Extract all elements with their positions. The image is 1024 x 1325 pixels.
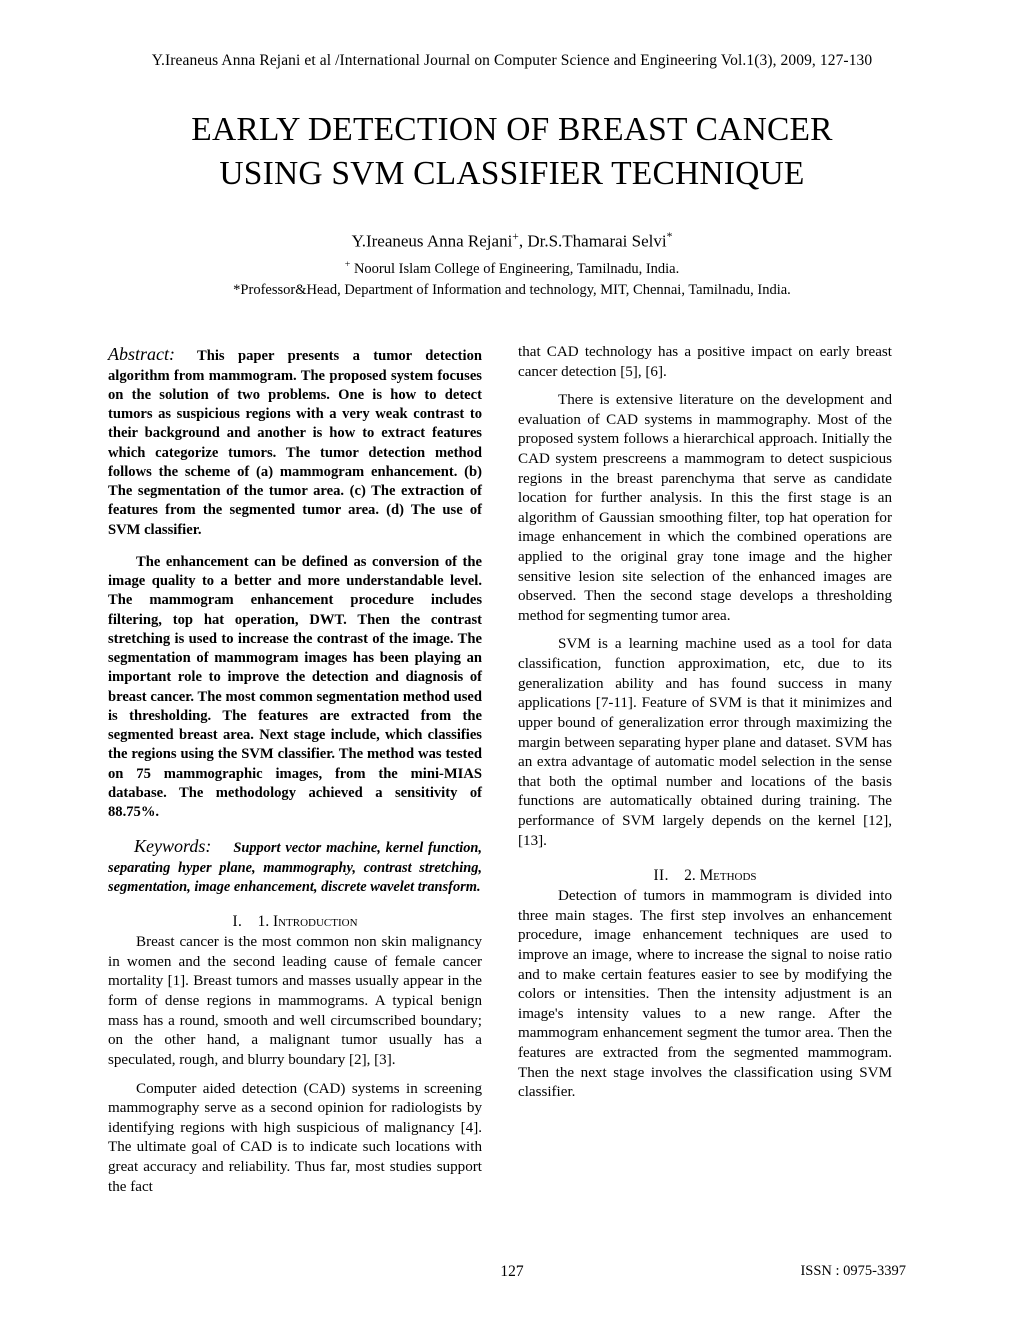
author-2-mark: * xyxy=(666,230,673,244)
section-number-introduction: 1. xyxy=(257,913,270,931)
section-numeral-introduction: I. xyxy=(232,913,243,931)
section-heading-methods xyxy=(518,867,892,885)
affiliation-line-1 xyxy=(108,258,916,280)
keywords-paragraph xyxy=(108,835,482,897)
right-paragraph-2: There is extensive literature on the development and evaluation of CAD systems in mammography. Most of the proposed system follows a hierarchical approach. Initially the CAD system prescreens a mammogram to detect suspicious regions in the breast parenchyma that serve as candidate location for further analysis. In this the first stage is an algorithm of Gaussian smoothing filter, top hat operation for image enhancement in which the combined operations are applied to the original gray tone image and the higher sensitive lesion site selection of the enhanced images are observed. Then the second stage develops a thresholding method for segmenting tumor area. xyxy=(518,392,892,624)
abstract-label: Abstract: xyxy=(108,343,175,364)
keywords-text: Support vector machine, kernel function, separating hyper plane, mammography, contrast stretching, segmentation, image enhancement, discrete wavelet transform. xyxy=(108,840,482,896)
methods-paragraph-1: Detection of tumors in mammogram is divided into three main stages. The first step involves an enhancement procedure, image enhancement techniques are used to improve an image, where to increase the signal to noise ratio and to make certain features easier to see by modifying the colors or intensities. Then the intensity adjustment is an image's intensity values to a new range. After the mammogram enhancement segment the tumor area. Then the features are extracted from the segmented mammogram. Then the next stage involves the classification using SVM classifier. xyxy=(518,888,892,1101)
abstract-paragraph-2 xyxy=(108,553,482,823)
page-number: 127 xyxy=(500,1263,524,1280)
abstract-text-2: The enhancement can be defined as conversion of the image quality to a better and more understandable level. The mammogram enhancement procedure includes filtering, top hat operation, DWT. Then the contrast stretching is used to increase the contrast of the image. The segmentation of mammogram images has been playing an important role to improve the detection and diagnosis of breast cancer. The most common segmentation method used is thresholding. The features are extracted from the segmented breast area. Next stage include, which classifies the regions using the SVM classifier. The method was tested on 75 mammographic images, from the mini-MIAS database. The methodology achieved a sensitivity of 88.75%. xyxy=(108,553,482,821)
author-1-mark: + xyxy=(512,230,519,244)
intro-paragraph-1: Breast cancer is the most common non skin malignancy in women and the second leading cause of female cancer mortality [1]. Breast tumors and masses usually appear in the form of dense regions in mammograms. A typical benign mass has a round, smooth and well circumscribed boundary; on the other hand, a malignant tumor usually has a speculated, rough, and blurry boundary [2], [3]. xyxy=(108,934,482,1068)
affiliation-line-2: *Professor&Head, Department of Information and technology, MIT, Chennai, Tamilnadu, India. xyxy=(233,281,791,298)
author-separator: , xyxy=(518,232,528,252)
abstract-paragraph-1 xyxy=(108,343,482,540)
page-footer xyxy=(108,1263,916,1283)
author-1-name: Y.Ireaneus Anna Rejani xyxy=(351,232,513,252)
keywords-label: Keywords: xyxy=(134,836,212,857)
right-column xyxy=(518,343,892,1197)
body-columns xyxy=(108,343,916,1197)
right-paragraph-1: that CAD technology has a positive impact on early breast cancer detection [5], [6]. xyxy=(518,343,892,380)
page-title xyxy=(148,108,876,196)
affiliation-1-mark: + xyxy=(344,259,351,271)
intro-paragraph-2: Computer aided detection (CAD) systems in screening mammography serve as a second opinion for radiologists by identifying regions with high suspicious of malignancy [4]. The ultimate goal of CAD is to indicate such locations with great accuracy and reliability. Thus far, most studies support the fact xyxy=(108,1080,482,1195)
author-2-name: Dr.S.Thamarai Selvi xyxy=(527,232,667,252)
running-head: Y.Ireaneus Anna Rejani et al /International Journal on Computer Science and Engineering Vol.1(3), 2009, 127-130 xyxy=(151,52,873,69)
section-title-introduction: Introduction xyxy=(272,913,358,931)
affiliation-1-text: Noorul Islam College of Engineering, Tamilnadu, India. xyxy=(350,260,680,277)
section-heading-introduction xyxy=(108,913,482,931)
section-number-methods: 2. xyxy=(684,867,696,885)
author-list xyxy=(108,230,916,252)
title-line-2: USING SVM CLASSIFIER TECHNIQUE xyxy=(219,155,805,193)
left-column xyxy=(108,343,482,1197)
title-line-1: EARLY DETECTION OF BREAST CANCER xyxy=(191,111,833,148)
affiliations xyxy=(108,258,916,301)
section-numeral-methods: II. xyxy=(653,867,669,885)
right-paragraph-3: SVM is a learning machine used as a tool for data classification, function approximation, etc, due to its generalization ability and has found success in many applications [7-11]. Feature of SVM is that it minimizes and upper bound of generalization error through maximizing the margin between separating hyper plane and dataset. SVM has an extra advantage of automatic model selection in the sense that both the optimal number and locations of the basis functions are automatically obtained during training. The performance of SVM largely depends on the kernel [12], [13]. xyxy=(518,636,892,849)
section-title-methods: Methods xyxy=(699,867,757,885)
issn-label: ISSN : 0975-3397 xyxy=(800,1263,906,1279)
abstract-text-1: This paper presents a tumor detection algorithm from mammogram. The proposed system focuses on the solution of two problems. One is how to detect tumors as suspicious regions with a very weak contrast to their background and another is how to extract features which categorize tumors. The tumor detection method follows the scheme of (a) mammogram enhancement. (b) The segmentation of the tumor area. (c) The extraction of features from the segmented tumor area. (d) The use of SVM classifier. xyxy=(108,347,482,538)
